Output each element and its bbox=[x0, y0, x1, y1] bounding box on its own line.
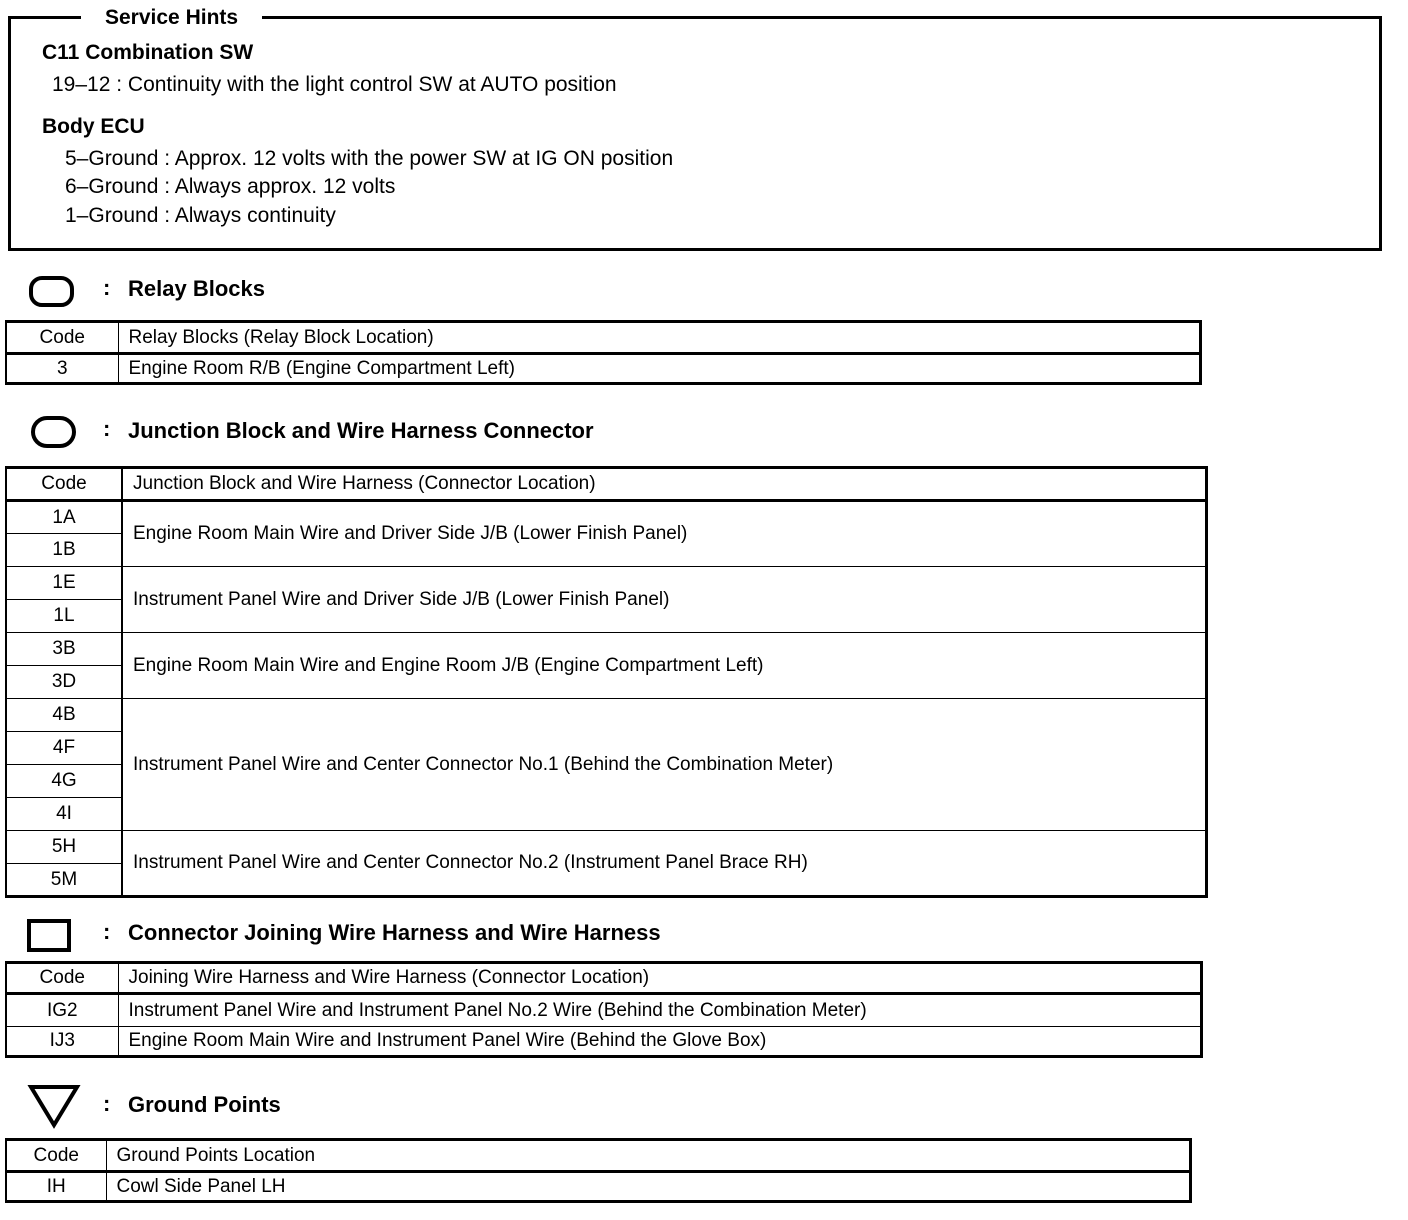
code-cell: 1A bbox=[6, 501, 122, 534]
table-row bbox=[6, 1027, 1202, 1057]
body-ecu-hint-line: 1–Ground : Always continuity bbox=[65, 204, 336, 227]
code-cell: 1L bbox=[6, 600, 122, 633]
table-row bbox=[6, 994, 1202, 1027]
code-header: Code bbox=[6, 468, 122, 501]
section-colon: : bbox=[103, 1091, 111, 1116]
location-cell: Engine Room R/B (Engine Compartment Left) bbox=[118, 354, 1201, 384]
code-cell: 5M bbox=[6, 864, 122, 897]
table-row bbox=[6, 501, 1207, 534]
code-cell: 3D bbox=[6, 666, 122, 699]
code-cell: 1B bbox=[6, 534, 122, 567]
table-header-row bbox=[6, 468, 1207, 501]
location-cell: Engine Room Main Wire and Instrument Panel Wire (Behind the Glove Box) bbox=[118, 1027, 1202, 1057]
triangle-down-icon bbox=[27, 1081, 83, 1131]
body-ecu-hint-line: 6–Ground : Always approx. 12 volts bbox=[65, 175, 396, 198]
connectors-table bbox=[5, 961, 1203, 1058]
table-row bbox=[6, 633, 1207, 666]
code-cell: 5H bbox=[6, 831, 122, 864]
location-header: Relay Blocks (Relay Block Location) bbox=[118, 322, 1201, 354]
code-header: Code bbox=[6, 963, 118, 994]
code-cell: 4G bbox=[6, 765, 122, 798]
service-hints-box bbox=[8, 6, 1382, 251]
junction-blocks-table bbox=[5, 466, 1208, 898]
ground-points-table bbox=[5, 1138, 1192, 1203]
service-hints-title: Service Hints bbox=[81, 7, 262, 29]
junction-blocks-title: Junction Block and Wire Harness Connector bbox=[128, 418, 594, 443]
location-header: Joining Wire Harness and Wire Harness (Connector Location) bbox=[118, 963, 1202, 994]
table-header-row bbox=[6, 322, 1201, 354]
connectors-title: Connector Joining Wire Harness and Wire Harness bbox=[128, 920, 661, 945]
code-cell: IH bbox=[6, 1172, 106, 1202]
square-icon bbox=[26, 918, 74, 954]
code-cell: 4B bbox=[6, 699, 122, 732]
location-cell: Instrument Panel Wire and Center Connector No.2 (Instrument Panel Brace RH) bbox=[122, 831, 1207, 897]
code-cell: 4F bbox=[6, 732, 122, 765]
code-cell: 3 bbox=[6, 354, 118, 384]
table-row bbox=[6, 567, 1207, 600]
rounded-rect-icon bbox=[28, 275, 76, 309]
table-row bbox=[6, 1172, 1191, 1202]
code-header: Code bbox=[6, 1140, 106, 1172]
location-header: Junction Block and Wire Harness (Connector Location) bbox=[122, 468, 1207, 501]
location-cell: Instrument Panel Wire and Instrument Panel No.2 Wire (Behind the Combination Meter) bbox=[118, 994, 1202, 1027]
body-ecu-hint-line: 5–Ground : Approx. 12 volts with the power SW at IG ON position bbox=[65, 147, 674, 170]
section-colon: : bbox=[103, 275, 111, 300]
code-cell: 3B bbox=[6, 633, 122, 666]
ground-points-title: Ground Points bbox=[128, 1092, 281, 1117]
location-cell: Engine Room Main Wire and Driver Side J/B (Lower Finish Panel) bbox=[122, 501, 1207, 567]
relay-blocks-table bbox=[5, 320, 1202, 385]
oval-icon bbox=[30, 415, 78, 451]
section-colon: : bbox=[103, 416, 111, 441]
location-cell: Engine Room Main Wire and Engine Room J/B (Engine Compartment Left) bbox=[122, 633, 1207, 699]
location-cell: Instrument Panel Wire and Center Connector No.1 (Behind the Combination Meter) bbox=[122, 699, 1207, 831]
section-colon: : bbox=[103, 919, 111, 944]
location-cell: Cowl Side Panel LH bbox=[106, 1172, 1191, 1202]
c11-hint-line: 19–12 : Continuity with the light control SW at AUTO position bbox=[52, 73, 617, 96]
table-header-row bbox=[6, 1140, 1191, 1172]
table-row bbox=[6, 831, 1207, 864]
code-cell: IJ3 bbox=[6, 1027, 118, 1057]
code-cell: IG2 bbox=[6, 994, 118, 1027]
code-cell: 1E bbox=[6, 567, 122, 600]
body-ecu-heading: Body ECU bbox=[42, 115, 145, 138]
relay-blocks-title: Relay Blocks bbox=[128, 276, 265, 301]
code-header: Code bbox=[6, 322, 118, 354]
table-row bbox=[6, 699, 1207, 732]
location-header: Ground Points Location bbox=[106, 1140, 1191, 1172]
table-header-row bbox=[6, 963, 1202, 994]
location-cell: Instrument Panel Wire and Driver Side J/B (Lower Finish Panel) bbox=[122, 567, 1207, 633]
code-cell: 4I bbox=[6, 798, 122, 831]
c11-heading: C11 Combination SW bbox=[42, 41, 254, 64]
table-row bbox=[6, 354, 1201, 384]
